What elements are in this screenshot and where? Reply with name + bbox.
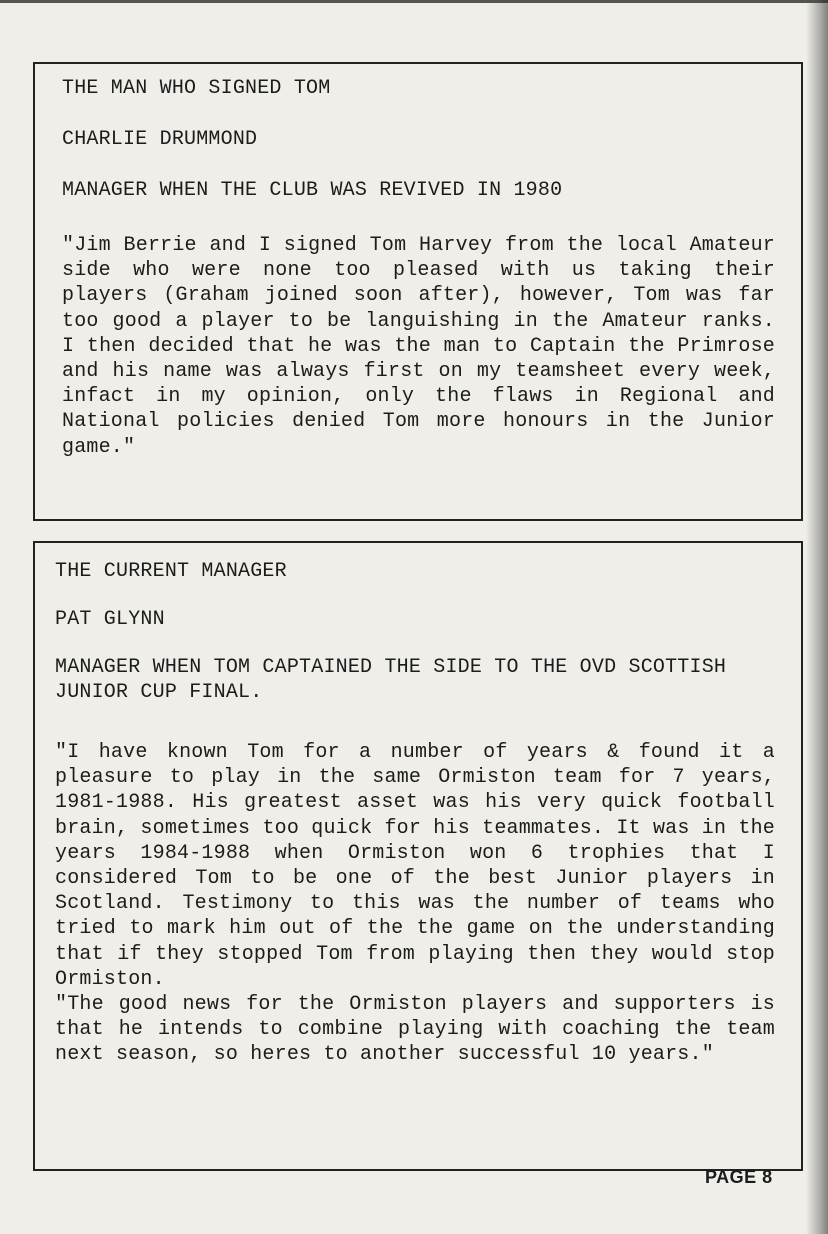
quote-text: "I have known Tom for a number of years & found it a pleasure to play in the same Ormiston team for 7 years, 1981-1988. His greatest asset was his very quick football brain, sometimes too quick for his teammates. It was in the years 1984-1988 when Ormiston won 6 trophies that I considered Tom to be one of the best Junior players in Scotland. Testimony to this was the number of teams who tried to mark him out of the the game on the understanding that if they stopped Tom from playing then they would stop Ormiston. [55, 741, 775, 991]
person-name: CHARLIE DRUMMOND [62, 128, 258, 151]
section-heading: THE CURRENT MANAGER [55, 560, 287, 583]
page-edge-shadow [806, 0, 828, 1234]
page-number: PAGE 8 [705, 1167, 773, 1187]
quote-text: "Jim Berrie and I signed Tom Harvey from the local Amateur side who were none too pleased with us taking their players (Graham joined soon after), however, Tom was far too good a player to be languishing in the Amateur ranks. I then decided that he was the man to Captain the Primrose and his name was always first on my teamsheet every week, infact in my opinion, only the flaws in Regional and National policies denied Tom more honours in the Junior game." [62, 234, 775, 459]
section-heading: THE MAN WHO SIGNED TOM [62, 77, 331, 100]
pat-glynn-box [33, 541, 803, 1171]
person-name: PAT GLYNN [55, 608, 165, 631]
top-rule [0, 0, 828, 3]
quote-text-continued: "The good news for the Ormiston players and supporters is that he intends to combine playing with coaching the team next season, so heres to another successful 10 years." [55, 993, 775, 1067]
person-role: MANAGER WHEN THE CLUB WAS REVIVED IN 1980 [62, 179, 563, 202]
person-role: MANAGER WHEN TOM CAPTAINED THE SIDE TO THE OVD SCOTTISH JUNIOR CUP FINAL. [55, 656, 739, 704]
charlie-drummond-box [33, 62, 803, 521]
